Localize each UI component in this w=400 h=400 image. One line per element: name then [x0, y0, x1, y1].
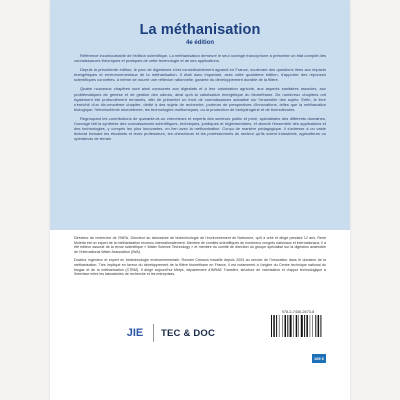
- summary-band: [50, 0, 350, 230]
- jie-logo: JIE: [126, 327, 144, 339]
- author-bio-moletta: Directeur de recherche de l'INRA, Directeur du laboratoire de biotechnologie de l'environnement de Narbonne, qu'il a créé et dirigé pendant 12 ans, René Moletta est un expert de la méthanisation reconnu internationalement. Membre de comités scientifiques de nombreux congrès nationaux et internationaux, il a été éditeur associé de la revue scientifique « Water Science Technology » et membre du comité de direction du groupe spécialisé sur la digestion anaérobie de l'International Water Association (IWA).: [74, 236, 326, 254]
- isbn-block: [270, 310, 326, 337]
- book-back-cover: [50, 0, 350, 400]
- tec-doc-logo: TEC & DOC: [161, 327, 216, 339]
- isbn-text: 978-2-7430-2673-8: [281, 310, 315, 314]
- summary-paragraph: Regroupant les contributions de quarante-et-un chercheurs et experts des secteurs public et privé, spécialistes des différents domaines, l'ouvrage fait la synthèse des connaissances scientifiques, techniques, juridiques et réglementaires, et aborde l'ensemble des applications et des technologies, y compris les plus innovantes, en lien avec la méthanisation. Conçu de manière pédagogique, il s'adresse à un vaste lectorat incluant les étudiants et leurs professeurs, les chercheurs et les professionnels du secteur qu'ils soient industriels, agriculteurs ou opérateurs de terrain.: [74, 115, 326, 142]
- barcode-icon: [270, 315, 326, 337]
- summary-paragraph: Depuis la précédente édition, le parc de digesteurs s'est considérablement agrandi en France, soulevant des questions liées aux impacts énergétiques et environnementaux de la méthanisation. Il était donc important, avec cette quatrième édition, d'apporter des réponses scientifiques concrètes, à même de nourrir une réflexion rationnelle, garante du développement durable de la filière.: [74, 67, 326, 83]
- authors-section: [50, 230, 350, 400]
- summary-paragraph: Référence incontournable de l'édition scientifique, La méthanisation demeure le seul ouvrage francophone à présenter un état complet des connaissances théoriques et pratiques de cette technologie et de ses applications.: [74, 53, 326, 64]
- author-bio-cresson: Docteur ingénieur et expert en biotechnologie environnementale, Romain Cresson travaille depuis 2003 au service de l'innovation dans le domaine de la méthanisation. Très impliqué en faveur du développement de la filière biométhane en France, il est notamment à l'origine du Centre technique national du biogaz et de la méthanisation (CTBM). Il dirige aujourd'hui Metys, département d'INRAE Transfert, structure de valorisation et d'appui technologique à l'interface entre les laboratoires de recherche et les entreprises.: [74, 258, 326, 277]
- summary-paragraph: Quatre nouveaux chapitres sont ainsi consacrés aux digestats et à leur valorisation agricole, aux aspects sanitaires associés, aux problématiques de genèse et de gestion des odeurs, ainsi qu'à la valorisation énergétique du biométhane. De nombreux chapitres ont également été profondément remaniés, afin de présenter un front de connaissances actualisé sur l'ensemble des sujets. Enfin, le livre s'enrichit d'un dix-neuvième chapitre, dédié à des sujets de recherche, porteurs de perspectives d'innovations, telles que la méthanation biologique, l'électrochimie microbienne, les technologies multiomiques, ou la production de biohydrogène et de biomolécules.: [74, 86, 326, 112]
- book-edition: 4e édition: [185, 40, 214, 46]
- price-tag: 165 €: [313, 356, 324, 361]
- logo-divider: [153, 324, 154, 342]
- publisher-logos: [124, 324, 215, 342]
- book-title: La méthanisation: [139, 22, 261, 38]
